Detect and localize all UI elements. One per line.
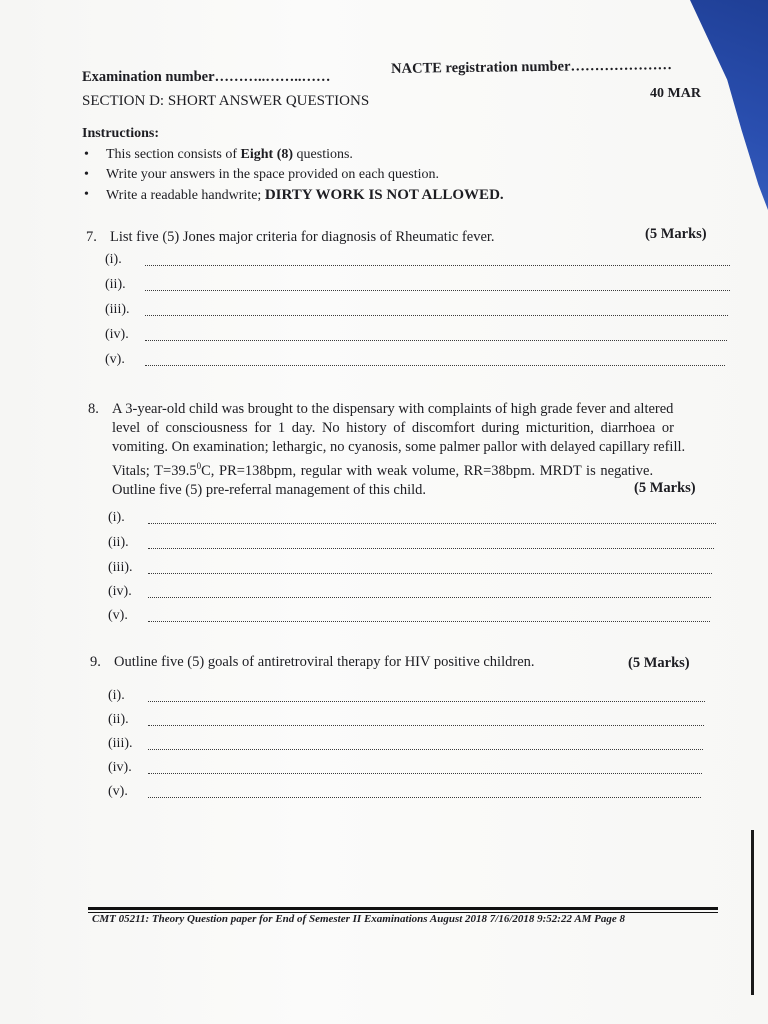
folded-corner [648, 0, 768, 210]
answer-label: (ii). [108, 712, 129, 727]
question-text-line [112, 457, 722, 481]
instruction-text: This section consists of [106, 147, 241, 162]
instruction-item [82, 145, 504, 165]
instruction-emphasis: DIRTY WORK IS NOT ALLOWED. [264, 187, 504, 203]
section-title: SECTION D: SHORT ANSWER QUESTIONS [82, 93, 370, 109]
vitals-text: Vitals; T=39.5 [112, 462, 197, 479]
answer-dotted-line [145, 290, 730, 291]
page-footer: CMT 05211: Theory Question paper for End of Semester II Examinations August 2018 7/16/2018 9:52:22 AM Page 8 [92, 913, 626, 925]
answer-dotted-line [145, 265, 730, 266]
answer-label: (iv). [108, 760, 132, 775]
answer-label: (iv). [105, 327, 129, 342]
answer-label: (iv). [108, 584, 132, 599]
answer-label: (i). [108, 510, 125, 525]
answer-label: (iii). [108, 560, 133, 575]
instruction-item [82, 165, 504, 185]
section-marks: 40 MAR [650, 86, 701, 101]
question-text-line: vomiting. On examination; lethargic, no cyanosis, some palmer pallor with delayed capillary refill. [112, 439, 686, 455]
answer-dotted-line [145, 315, 728, 316]
answer-label: (v). [108, 608, 128, 623]
degree-superscript: 0 [196, 461, 202, 471]
answer-dotted-line [148, 725, 704, 726]
answer-dotted-line [148, 701, 705, 702]
vitals-text: C, PR=138bpm, regular with weak volume, RR=38bpm. MRDT is negative. [201, 462, 654, 479]
question-text-line: level of consciousness for 1 day. No history of discomfort during micturition, diarrhoea or [112, 420, 674, 436]
question-8-marks: (5 Marks) [634, 480, 696, 496]
question-8 [88, 400, 722, 500]
question-text-line: A 3-year-old child was brought to the dispensary with complaints of high grade fever and altered [112, 401, 674, 417]
answer-label: (v). [108, 784, 128, 799]
question-number: 9. [90, 654, 101, 670]
examination-number-label: Examination number………..……..…… [82, 69, 331, 85]
answer-dotted-line [145, 365, 725, 366]
answer-label: (i). [108, 688, 125, 703]
answer-dotted-line [148, 523, 716, 524]
answer-dotted-line [148, 797, 701, 798]
answer-dotted-line [145, 340, 727, 341]
answer-label: (i). [105, 252, 122, 267]
instruction-text: questions. [293, 147, 353, 162]
answer-label: (v). [105, 352, 125, 367]
question-text: List five (5) Jones major criteria for diagnosis of Rheumatic fever. [110, 229, 495, 245]
question-9 [90, 653, 614, 672]
page-edge-shadow [751, 830, 754, 995]
footer-rule [88, 907, 718, 910]
question-9-marks: (5 Marks) [628, 655, 690, 671]
nacte-registration-label: NACTE registration number………………… [391, 57, 673, 77]
question-7 [86, 228, 630, 247]
question-number: 8. [88, 401, 99, 417]
answer-label: (iii). [105, 302, 130, 317]
answer-dotted-line [148, 621, 710, 622]
answer-dotted-line [148, 548, 714, 549]
instruction-text: Write a readable handwrite; [106, 188, 265, 203]
question-text-line: Outline five (5) pre-referral management of this child. [112, 481, 427, 498]
answer-dotted-line [148, 749, 703, 750]
instruction-text: Write your answers in the space provided on each question. [106, 167, 439, 182]
answer-dotted-line [148, 597, 711, 598]
instructions-list [82, 145, 504, 206]
question-7-marks: (5 Marks) [645, 226, 707, 242]
answer-dotted-line [148, 773, 702, 774]
answer-dotted-line [148, 573, 712, 574]
answer-label: (iii). [108, 736, 133, 751]
instruction-item [82, 185, 504, 206]
instructions-title: Instructions: [82, 126, 160, 141]
answer-label: (ii). [105, 277, 126, 292]
question-text: Outline five (5) goals of antiretroviral therapy for HIV positive children. [114, 654, 535, 670]
answer-label: (ii). [108, 535, 129, 550]
instruction-emphasis: Eight (8) [240, 147, 294, 162]
question-number: 7. [86, 229, 97, 245]
